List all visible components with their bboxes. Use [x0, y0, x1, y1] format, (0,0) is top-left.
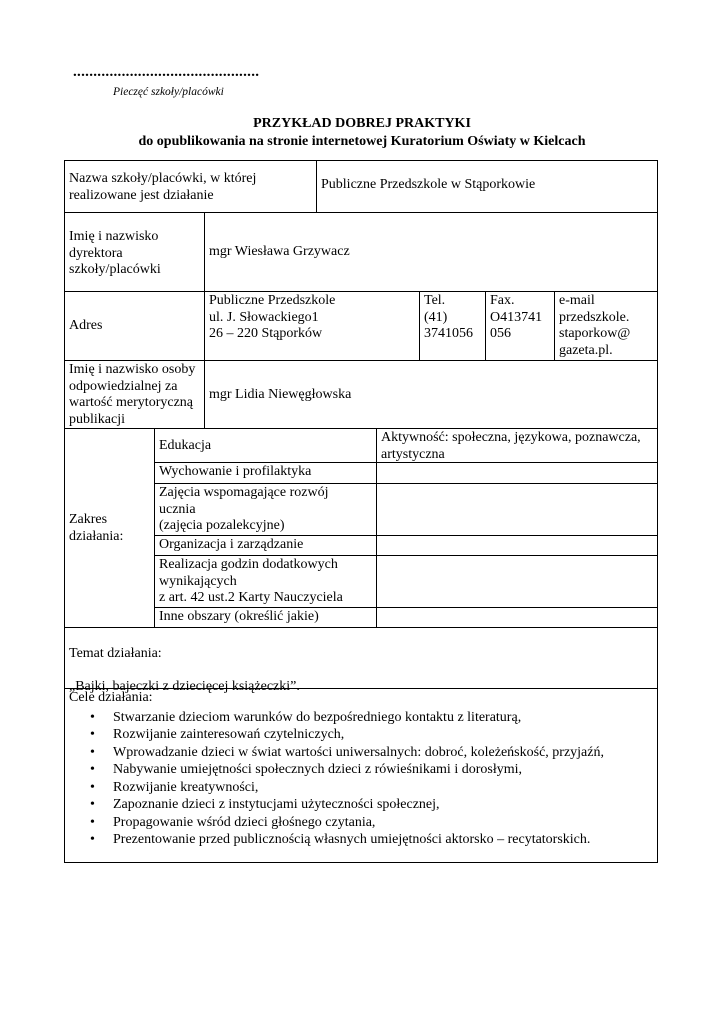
goals-section — [64, 688, 658, 863]
goal-item: • Wprowadzanie dzieci w świat wartości uniwersalnych: dobroć, koleżeńskość, przyjaźń, — [69, 744, 654, 762]
scope-detail-cell: Aktywność: społeczna, językowa, poznawcza, artystyczna — [376, 428, 658, 463]
topic-value: „Bajki, bajeczki z dziecięcej książeczki”. — [69, 678, 300, 694]
scope-area-upbringing: Wychowanie i profilaktyka — [154, 462, 377, 484]
topic-label: Temat działania: — [69, 645, 162, 661]
address-label — [64, 291, 205, 361]
document-subtitle: do opublikowania na stronie internetowej Kuratorium Oświaty w Kielcach — [138, 134, 586, 149]
address-fax: Fax. O413741 056 — [485, 291, 555, 361]
responsible-value — [204, 360, 658, 429]
goal-item: • Rozwijanie zainteresowań czytelniczych, — [69, 726, 654, 744]
scope-label — [64, 428, 155, 628]
director-value — [204, 212, 658, 292]
goal-item: • Prezentowanie przed publicznością własnych umiejętności aktorsko – recytatorskich. — [69, 831, 654, 849]
scope-area-cell — [154, 428, 377, 463]
responsible-label: Imię i nazwisko osoby odpowiedzialnej za wartość merytoryczną publikacji — [64, 360, 205, 429]
goals-label: Cele działania: — [69, 690, 153, 705]
school-name-text: Publiczne Przedszkole w Stąporkowie — [321, 176, 536, 192]
scope-detail-cell — [376, 607, 658, 628]
address-label-text: Adres — [69, 318, 103, 334]
goal-item: • Zapoznanie dzieci z instytucjami użyteczności społecznej, — [69, 796, 654, 814]
director-name-text: mgr Wiesława Grzywacz — [209, 244, 350, 260]
topic-section — [64, 627, 658, 694]
responsible-name-text: mgr Lidia Niewęgłowska — [209, 386, 352, 402]
stamp-placeholder-line: .............................................. — [73, 64, 260, 80]
scope-area-management: Organizacja i zarządzanie — [154, 535, 377, 556]
address-value: Publiczne Przedszkole ul. J. Słowackiego1 26 – 220 Stąporków — [204, 291, 420, 361]
director-label: Imię i nazwisko dyrektora szkoły/placówki — [64, 212, 205, 292]
goals-list — [69, 709, 654, 849]
scope-area-additional-hours: Realizacja godzin dodatkowych wynikających z art. 42 ust.2 Karty Nauczyciela — [154, 555, 377, 608]
address-phone: Tel. (41) 3741056 — [419, 291, 486, 361]
goal-item: • Stwarzanie dzieciom warunków do bezpośredniego kontaktu z literaturą, — [69, 709, 654, 727]
scope-detail-cell — [376, 483, 658, 536]
scope-area-support-classes: Zajęcia wspomagające rozwój ucznia (zajęcia pozalekcyjne) — [154, 483, 377, 536]
goal-item: • Nabywanie umiejętności społecznych dzieci z rówieśnikami i dorosłymi, — [69, 761, 654, 779]
school-name-label: Nazwa szkoły/placówki, w której realizowane jest działanie — [64, 160, 317, 213]
goal-item: • Propagowanie wśród dzieci głośnego czytania, — [69, 814, 654, 832]
goal-item: • Rozwijanie kreatywności, — [69, 779, 654, 797]
scope-area-other: Inne obszary (określić jakie) — [154, 607, 377, 628]
scope-detail-cell — [376, 555, 658, 608]
address-email: e-mail przedszkole. staporkow@ gazeta.pl. — [554, 291, 658, 361]
school-name-value — [316, 160, 658, 213]
scope-area-education: Edukacja — [159, 437, 212, 453]
scope-detail-cell — [376, 535, 658, 556]
stamp-caption: Pieczęć szkoły/placówki — [113, 86, 224, 98]
scope-label-text: Zakres działania: — [69, 512, 124, 544]
scope-detail-cell — [376, 462, 658, 484]
document-title: PRZYKŁAD DOBREJ PRAKTYKI — [253, 116, 471, 131]
